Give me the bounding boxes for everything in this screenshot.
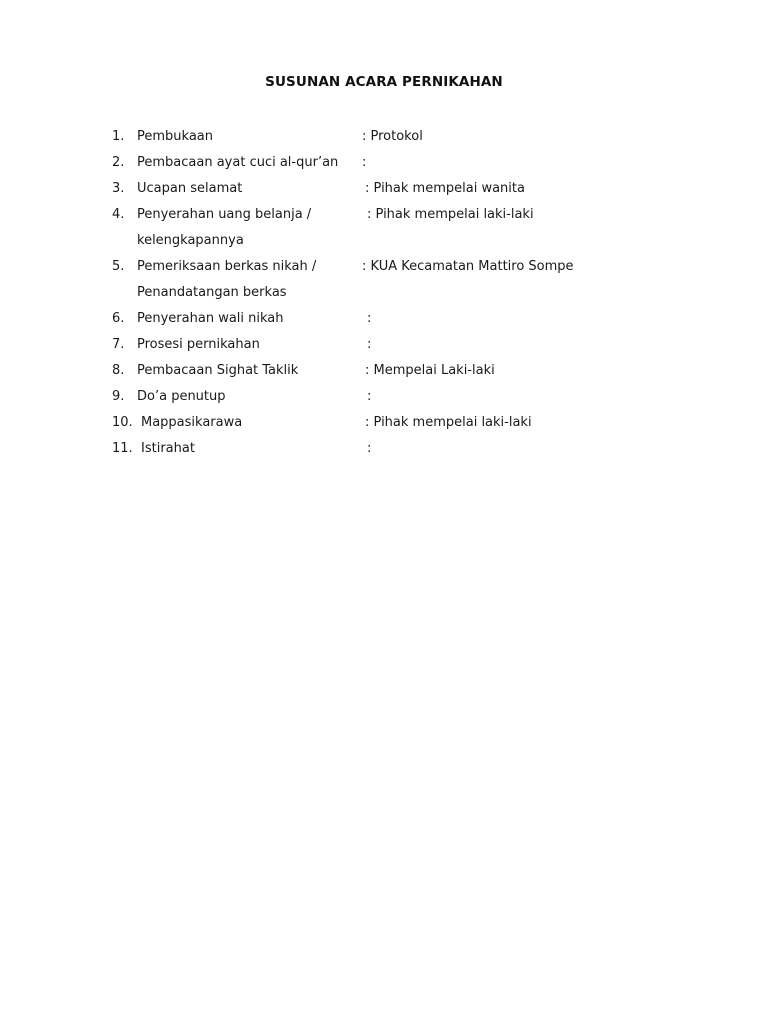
item-number: 11.	[112, 441, 133, 456]
item-number: 9.	[112, 389, 125, 404]
item-number: 4.	[112, 207, 125, 222]
agenda-item-3	[0, 179, 768, 199]
item-number: 7.	[112, 337, 125, 352]
item-number: 3.	[112, 181, 125, 196]
item-value: : Pihak mempelai laki-laki	[367, 207, 534, 222]
item-value: :	[362, 155, 367, 170]
agenda-item-11	[0, 439, 768, 459]
item-value: : Mempelai Laki-laki	[365, 363, 495, 378]
agenda-item-1	[0, 127, 768, 147]
item-label: Mappasikarawa	[141, 415, 243, 430]
item-number: 6.	[112, 311, 125, 326]
item-value: : Pihak mempelai laki-laki	[365, 415, 532, 430]
item-label: Istirahat	[141, 441, 195, 456]
item-label: Do’a penutup	[137, 389, 226, 404]
item-number: 2.	[112, 155, 125, 170]
agenda-item-5	[0, 257, 768, 277]
agenda-item-9	[0, 387, 768, 407]
item-number: 1.	[112, 129, 125, 144]
item-label: Pembukaan	[137, 129, 214, 144]
item-value: : Pihak mempelai wanita	[365, 181, 525, 196]
item-value: : Protokol	[362, 129, 423, 144]
item-value: :	[367, 337, 372, 352]
item-label: Penyerahan wali nikah	[137, 311, 284, 326]
item-label: Penyerahan uang belanja /	[137, 207, 312, 222]
agenda-item-4	[0, 205, 768, 225]
item-value: : KUA Kecamatan Mattiro Sompe	[362, 259, 574, 274]
agenda-item-4-continuation	[0, 231, 768, 251]
item-label-continuation: Penandatangan berkas	[137, 285, 287, 300]
item-label: Ucapan selamat	[137, 181, 243, 196]
item-label: Pemeriksaan berkas nikah /	[137, 259, 317, 274]
agenda-item-5-continuation	[0, 283, 768, 303]
item-value: :	[367, 389, 372, 404]
item-number: 5.	[112, 259, 125, 274]
item-label: Pembacaan Sighat Taklik	[137, 363, 299, 378]
agenda-item-10	[0, 413, 768, 433]
item-value: :	[367, 311, 372, 326]
document-title: SUSUNAN ACARA PERNIKAHAN	[265, 74, 503, 90]
agenda-item-6	[0, 309, 768, 329]
item-number: 10.	[112, 415, 133, 430]
item-number: 8.	[112, 363, 125, 378]
item-value: :	[367, 441, 372, 456]
item-label: Prosesi pernikahan	[137, 337, 260, 352]
item-label: Pembacaan ayat cuci al-qur’an	[137, 155, 339, 170]
agenda-item-7	[0, 335, 768, 355]
agenda-item-2	[0, 153, 768, 173]
agenda-item-8	[0, 361, 768, 381]
item-label-continuation: kelengkapannya	[137, 233, 244, 248]
